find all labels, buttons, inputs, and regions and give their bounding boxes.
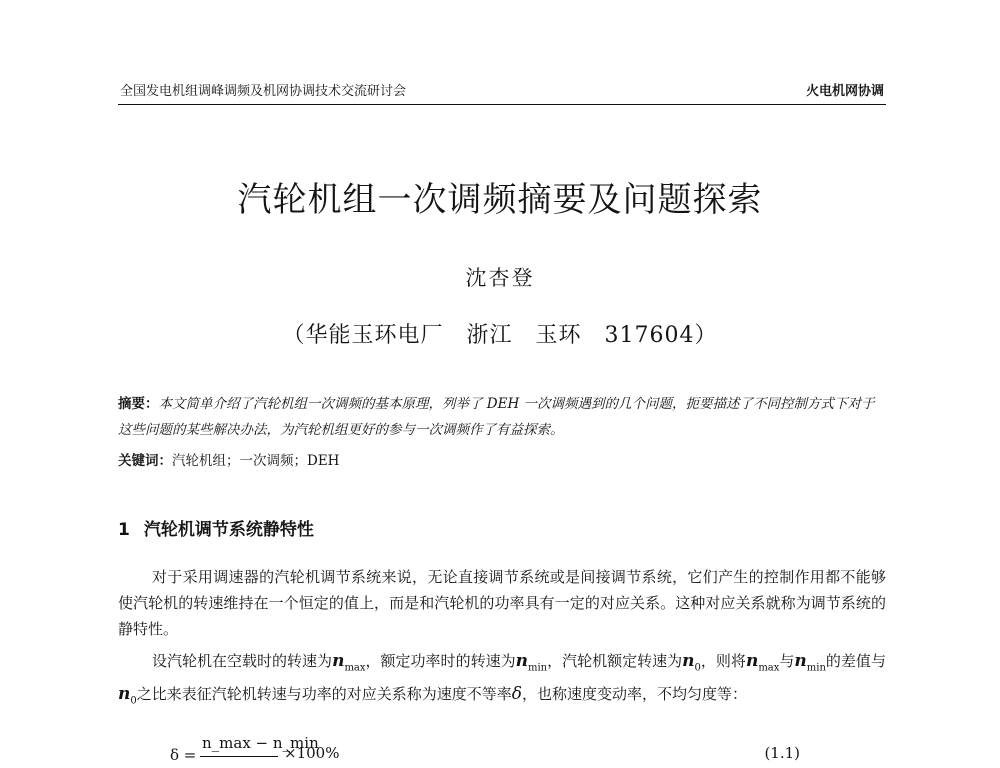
equation-number: (1.1) [764, 744, 800, 762]
equation-1-1 [160, 734, 886, 768]
paragraph-speed-definition [118, 648, 886, 715]
symbol-n-max: $n_{max}$ [745, 651, 780, 674]
abstract-label: 摘要： [118, 396, 159, 412]
symbol-n-zero: $n_0$ [118, 684, 137, 707]
symbol-n-min: $n_{min}$ [515, 651, 548, 674]
running-header [118, 82, 886, 105]
abstract [118, 391, 886, 443]
section-heading [118, 517, 886, 543]
keywords-text: 汽轮机组；一次调频；DEH [172, 453, 340, 469]
symbol-n-max: $n_{max}$ [332, 651, 366, 674]
equation-times: ×100% [284, 744, 340, 762]
keywords-label: 关键词： [118, 453, 172, 469]
keywords [118, 448, 886, 474]
text-segment: 与 [779, 652, 795, 670]
author-affiliation: （华能玉环电厂 浙江 玉环 317604） [282, 323, 718, 348]
text-segment: ，则将 [700, 652, 746, 670]
text-segment: ，额定功率时的转速为 [365, 652, 516, 670]
equation-numerator: n_max − n_min [202, 734, 319, 752]
author-name: 沈杏登 [465, 266, 535, 290]
text-segment: 之比来表征汽轮机转速与功率的对应关系称为速度不等率 [136, 685, 512, 704]
fraction-bar [200, 756, 278, 757]
text-segment: 的差值与 [825, 652, 886, 670]
text-segment: ，也称速度变动率，不均匀度等： [522, 685, 748, 704]
text-segment: ，汽轮机额定转速为 [547, 652, 683, 670]
text-segment: 设汽轮机在空载时的转速为 [152, 652, 333, 670]
header-section-name: 火电机网协调 [805, 84, 884, 99]
symbol-delta: δ [511, 684, 523, 705]
header-conference-name: 全国发电机组调峰调频及机网协调技术交流研讨会 [120, 84, 407, 99]
symbol-n-min: $n_{min}$ [794, 651, 826, 674]
paragraph-static-characteristic: 对于采用调速器的汽轮机调节系统来说，无论直接调节系统或是间接调节系统，它们产生的控制作用都不能够使汽轮机的转速维持在一个恒定的值上，而是和汽轮机的功率具有一定的对应关系。这种对应关系就称为调节系统的静特性。 [118, 568, 886, 638]
section-title: 汽轮机调节系统静特性 [143, 520, 314, 540]
paper-title: 汽轮机组一次调频摘要及问题探索 [237, 180, 763, 220]
abstract-text: 本文简单介绍了汽轮机组一次调频的基本原理，列举了 DEH 一次调频遇到的几个问题，扼要描述了不同控制方式下对于这些问题的某些解决办法，为汽轮机组更好的参与一次调频作了有益探索。 [118, 396, 875, 438]
equation-lhs: δ = [170, 746, 197, 764]
symbol-n-zero: $n_0$ [682, 651, 701, 674]
section-number: 1 [118, 520, 130, 540]
